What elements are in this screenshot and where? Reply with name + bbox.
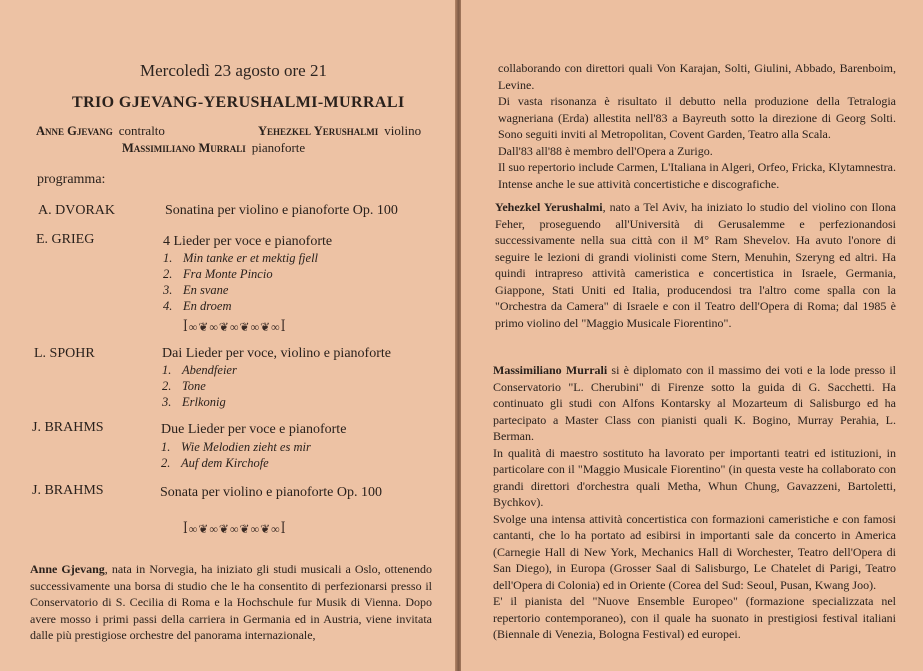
list-item: 2. Tone (162, 379, 206, 393)
bio-paragraph: E' il pianista del "Nuove Ensemble Europeo" (formazione specializzata nel repertorio contemporaneo), con il quale ha suonato in prestigiosi festival italiani (Biennale di Venezia, Bologna Festival) ed europei. (493, 594, 896, 641)
bio-name: Yehezkel Yerushalmi (495, 200, 603, 214)
program-work: Due Lieder per voce e pianoforte (161, 422, 347, 437)
bio-paragraph: Dall'83 all'88 è membro dell'Opera a Zurigo. (498, 143, 713, 158)
list-item: 3. Erlkonig (162, 395, 226, 409)
bio-name: Anne Gjevang (30, 562, 105, 576)
lied-list (163, 250, 318, 314)
list-item: 1. Abendfeier (162, 363, 237, 377)
performer-role: contralto (118, 123, 165, 138)
bio-text: si è diplomato con il massimo dei voti e la lode presso il Conservatorio "L. Cherubini" di Firenze sotto la guida di G. Sacchetti. Ha continuato gli studi con Alfons Kontarsky al Mozarteum di Salisburgo ed ha partecipato a Master Class con pianisti quali K. Bogino, Murray Perahia, L. Berman. (493, 363, 896, 443)
program-work: Sonata per violino e pianoforte Op. 100 (160, 485, 383, 500)
program-composer: E. GRIEG (36, 232, 95, 247)
bio-gjevang-continued (498, 60, 896, 192)
programma-label: programma: (37, 172, 106, 187)
performer-yerushalmi (258, 123, 421, 139)
bio-paragraph: Di vasta risonanza è risultato il debutto nella produzione della Tetralogia wagneriana (Erda) allestita nell'83 a Bayreuth sotto la direzione di Georg Solti. Sono seguiti inviti al Metropolitan, Covent Garden, Teatro alla Scala. (498, 94, 896, 141)
performer-role: pianoforte (251, 140, 306, 155)
left-page (0, 0, 456, 671)
concert-date: Mercoledì 23 agosto ore 21 (140, 61, 327, 80)
program-composer: L. SPOHR (34, 346, 95, 361)
bio-yerushalmi (495, 199, 896, 331)
program-work: Sonatina per violino e pianoforte Op. 100 (165, 203, 398, 218)
program-composer: J. BRAHMS (32, 483, 104, 498)
list-item: 2. Fra Monte Pincio (163, 267, 273, 281)
list-item: 4. En droem (163, 299, 232, 313)
list-item: 2. Auf dem Kirchofe (161, 456, 269, 470)
lied-list (161, 439, 311, 471)
bio-text: , nata in Norvegia, ha iniziato gli studi musicali a Oslo, ottenendo successivamente una borsa di studio che le ha consentito di perfezionarsi presso il Conservatorio di S. Cecilia di Roma e la Hochschule fur Musik di Vienna. Dopo avere mosso i primi passi della carriera in Germania ed in Austria, viene invitata dalle più prestigiose orchestre del panorama internazionale, (30, 562, 433, 642)
performer-role: violino (384, 123, 422, 138)
lied-list (162, 362, 237, 410)
bio-name: Massimiliano Murrali (493, 363, 608, 377)
list-item: 1. Wie Melodien zieht es mir (161, 440, 311, 454)
ornament-divider: ꟾ∞❦∞❦∞❦∞❦∞ꟾ (183, 320, 287, 334)
list-item: 3. En svane (163, 283, 229, 297)
program-work: 4 Lieder per voce e pianoforte (163, 234, 333, 249)
list-item: 1. Min tanke er et mektig fjell (163, 251, 319, 265)
trio-title: TRIO GJEVANG-YERUSHALMI-MURRALI (72, 94, 405, 111)
right-page (461, 0, 923, 671)
bio-paragraph: Svolge una intensa attività concertistica con formazioni cameristiche e con famosi cantanti, che lo ha portato ad esibirsi in importanti sale da concerto in America (Carnegie Hall di New York, Mechanics Hall di Worchester, Teatro dell'Opera di San Diego), in Europa (Grosser Saal di Salisburgo, Le Chatelet di Parigi, Teatro dell'Opera di Colonia) ed in Oriente (Corea del Sud: Seoul, Pusan, Kwang Joo). (493, 511, 896, 592)
performer-name: Massimiliano Murrali (122, 141, 246, 155)
bio-paragraph: In qualità di maestro sostituto ha lavorato per importanti teatri ed istituzioni, in particolare con il "Maggio Musicale Fiorentino" (in questa veste ha collaborato con grandi direttori d'orchestra quali Metha, Whun Chung, Gavazzeni, Bartoletti, Bychkov). (493, 445, 896, 509)
performer-name: Anne Gjevang (36, 124, 113, 138)
bio-gjevang (30, 561, 432, 644)
performer-gjevang (36, 123, 165, 139)
performer-name: Yehezkel Yerushalmi (258, 124, 379, 138)
performer-murrali (122, 140, 305, 156)
program-composer: J. BRAHMS (32, 420, 104, 435)
bio-paragraph: Il suo repertorio include Carmen, L'Italiana in Algeri, Orfeo, Fricka, Klytamnestra. Intense anche le sue attività concertistiche e discografiche. (498, 160, 896, 191)
bio-murrali (493, 362, 896, 643)
ornament-divider: ꟾ∞❦∞❦∞❦∞❦∞ꟾ (183, 522, 287, 536)
bio-paragraph: collaborando con direttori quali Von Karajan, Solti, Giulini, Abbado, Barenboim, Levine. (498, 61, 896, 92)
bio-text: , nato a Tel Aviv, ha iniziato lo studio del violino con Ilona Feher, proseguendo all'Università di Gerusalemme e perfezionandosi successivamente nella sua città con il M° Ram Shevelov. Ha avuto l'onore di seguire le lezioni di grandi violinisti come Stern, Menuhin, Szeryng ed altri. Ha quindi intrapreso attività cameristica e concertistica in Israele, Germania, Giappone, Stati Uniti ed Italia, producendosi tra l'altro come spalla con la "Orchestra da Camera" di Israele e con il Teatro dell'Opera di Roma; dal 1985 è primo violino del "Maggio Musicale Fiorentino". (495, 200, 897, 330)
program-composer: A. DVORAK (38, 203, 115, 218)
program-work: Dai Lieder per voce, violino e pianoforte (162, 346, 391, 361)
